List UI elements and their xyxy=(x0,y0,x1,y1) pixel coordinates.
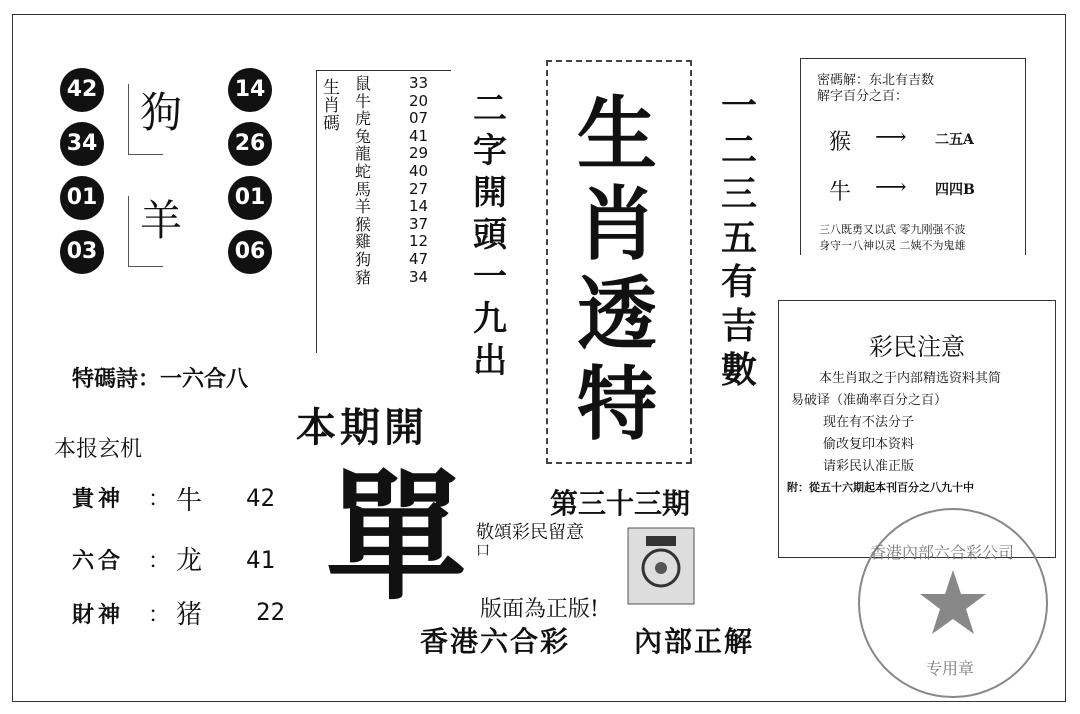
zodiac-number: 33 xyxy=(409,74,429,92)
secret-sep: ： xyxy=(148,549,171,574)
official-text: 版面為正版! xyxy=(480,597,599,622)
main-title-char: 肖 xyxy=(577,177,657,271)
zodiac-sheep: 羊 xyxy=(140,196,183,245)
notice-line: 本生肖取之于内部精选资料其简 xyxy=(819,371,1002,386)
secret-label: 六合 xyxy=(72,548,125,574)
number-ball: 14 xyxy=(228,68,272,112)
secret-animal: 猪 xyxy=(176,600,203,630)
secret-number: 42 xyxy=(246,484,275,512)
notice-footer: 附：從五十六期起本刊百分之八九十中 xyxy=(787,481,974,494)
riddle-poem: 身守一八神以灵 二姨不为鬼雄 xyxy=(819,239,966,252)
number-ball: 26 xyxy=(228,122,272,166)
riddle-value: 四四B xyxy=(935,182,975,198)
secret-animal: 龙 xyxy=(176,546,203,576)
zodiac-animal: 兔 xyxy=(355,126,372,146)
zodiac-animal: 豬 xyxy=(355,267,372,287)
zodiac-number: 07 xyxy=(409,109,429,128)
main-title-char: 特 xyxy=(577,357,657,451)
zodiac-number: 41 xyxy=(409,126,429,145)
secret-label: 財神 xyxy=(72,602,125,628)
notice-line: 请彩民认准正版 xyxy=(823,459,915,474)
vertical-right-slogan: 一 二 三 五 有 吉 數 xyxy=(720,85,757,391)
secret-heading: 本报玄机 xyxy=(54,437,143,462)
zodiac-animal: 猴 xyxy=(355,214,372,234)
seal-image-icon xyxy=(626,526,696,606)
number-ball: 34 xyxy=(60,122,104,166)
zodiac-animal: 羊 xyxy=(355,197,372,217)
issue-number: 第三十三期 xyxy=(550,487,691,520)
zodiac-code-table xyxy=(316,70,451,353)
notice-line: 易破译（准确率百分之百） xyxy=(791,393,948,408)
zodiac-number: 29 xyxy=(409,144,429,163)
zodiac-table-header: 生肖碼 xyxy=(323,78,340,134)
riddle-animal: 猴 xyxy=(829,130,852,155)
zodiac-number: 14 xyxy=(409,197,429,216)
zodiac-animal: 雞 xyxy=(355,232,372,252)
secret-number: 41 xyxy=(246,546,275,574)
zodiac-animal: 蛇 xyxy=(355,162,372,181)
number-ball: 01 xyxy=(60,176,104,220)
number-ball: 01 xyxy=(228,176,272,220)
star-icon xyxy=(918,568,988,638)
secret-animal: 牛 xyxy=(176,486,203,516)
respect-text: 口 xyxy=(476,543,490,559)
vertical-left-slogan: 二 字 開 頭 一 九 出 xyxy=(473,89,507,381)
zodiac-animal: 牛 xyxy=(355,91,372,111)
code-riddle-box xyxy=(800,58,1026,255)
zodiac-animal: 龍 xyxy=(355,144,372,164)
secret-number: 22 xyxy=(256,598,285,626)
riddle-arrow: ⟶ xyxy=(875,175,907,200)
zodiac-animal: 狗 xyxy=(355,250,372,269)
number-ball: 42 xyxy=(60,68,104,112)
notice-title: 彩民注意 xyxy=(869,333,965,361)
single-character: 單 xyxy=(326,456,467,620)
riddle-title: 密碼解：东北有吉数 xyxy=(817,73,935,88)
stamp-text: 香港內部六合彩公司 xyxy=(870,543,1015,562)
main-title-char: 生 xyxy=(577,87,657,181)
zodiac-number: 20 xyxy=(409,91,429,110)
riddle-value: 二五A xyxy=(935,132,974,148)
riddle-poem: 三八既勇又以武 零九刚强不波 xyxy=(819,223,966,236)
this-period-heading: 本期開 xyxy=(296,404,428,451)
zodiac-animal: 鼠 xyxy=(355,74,372,93)
respect-text: 敬頌彩民留意 xyxy=(476,522,584,543)
special-poem: 特碼詩：一六合八 xyxy=(72,366,249,392)
zodiac-number: 40 xyxy=(409,162,429,180)
zodiac-number: 27 xyxy=(409,179,429,198)
zodiac-number: 12 xyxy=(409,232,429,251)
riddle-arrow: ⟶ xyxy=(875,125,907,150)
riddle-subtitle: 解字百分之百： xyxy=(817,89,909,104)
riddle-animal: 牛 xyxy=(829,180,852,205)
stamp-bottom-text: 专用章 xyxy=(926,659,975,678)
secret-label: 貴神 xyxy=(72,486,125,512)
bottom-right-slogan: 內部正解 xyxy=(634,625,755,658)
zodiac-dog: 狗 xyxy=(140,88,183,137)
main-title-char: 透 xyxy=(577,267,657,361)
notice-line: 偷改复印本资料 xyxy=(823,437,915,452)
bottom-left-slogan: 香港六合彩 xyxy=(420,625,571,658)
zodiac-animal: 虎 xyxy=(355,109,372,129)
secret-sep: ： xyxy=(148,487,171,512)
zodiac-number: 37 xyxy=(409,214,429,233)
company-stamp xyxy=(858,508,1048,698)
secret-sep: ： xyxy=(148,603,171,628)
zodiac-animal: 馬 xyxy=(355,179,372,199)
zodiac-number: 34 xyxy=(409,267,429,286)
number-ball: 06 xyxy=(228,230,272,274)
zodiac-number: 47 xyxy=(409,250,429,268)
notice-line: 现在有不法分子 xyxy=(823,415,915,430)
number-ball: 03 xyxy=(60,230,104,274)
